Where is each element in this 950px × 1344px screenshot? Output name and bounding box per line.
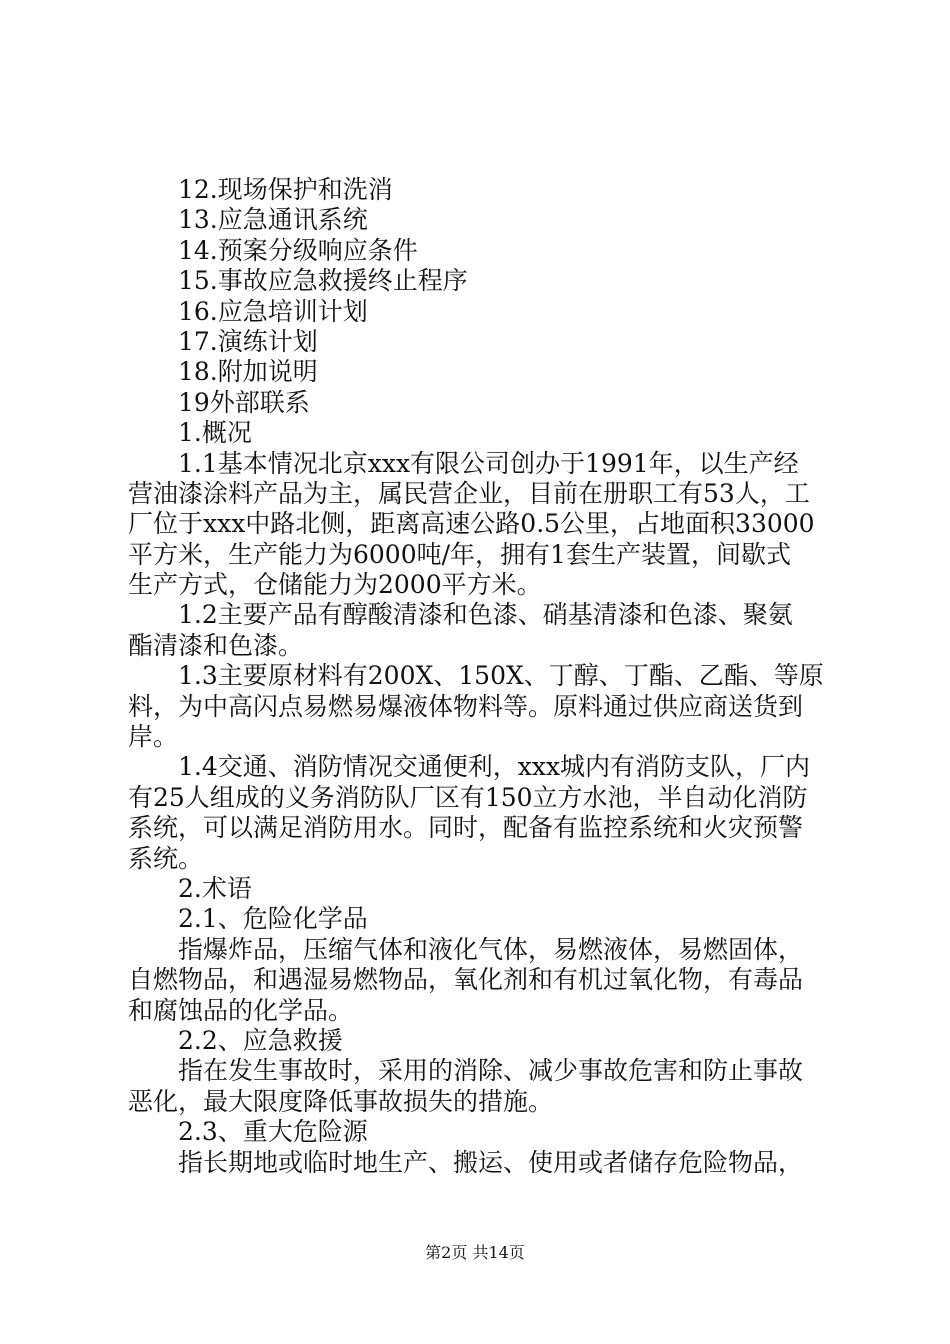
text-line: 自燃物品，和遇湿易燃物品，氧化剂和有机过氧化物，有毒品 <box>128 965 804 995</box>
page-footer: 第2页 共14页 <box>425 1243 525 1262</box>
text-line: 恶化，最大限度降低事故损失的措施。 <box>128 1086 554 1116</box>
document-body <box>128 175 833 1178</box>
text-line: 指长期地或临时地生产、搬运、使用或者储存危险物品， <box>178 1147 804 1177</box>
text-line: 生产方式，仓储能力为2000平方米。 <box>128 570 542 600</box>
text-line: 19外部联系 <box>178 387 310 417</box>
text-line: 岸。 <box>128 722 179 752</box>
text-line: 系统，可以满足消防用水。同时，配备有监控系统和火灾预警 <box>128 813 804 843</box>
text-line: 和腐蚀品的化学品。 <box>128 995 354 1025</box>
text-line: 指在发生事故时，采用的消除、减少事故危害和防止事故 <box>178 1056 804 1086</box>
text-line: 15.事故应急救援终止程序 <box>178 266 468 296</box>
text-line: 1.2主要产品有醇酸清漆和色漆、硝基清漆和色漆、聚氨 <box>178 600 793 630</box>
text-line: 1.3主要原材料有200X、150X、丁醇、丁酯、乙酯、等原 <box>178 661 824 691</box>
text-line: 系统。 <box>128 843 204 873</box>
text-line: 指爆炸品，压缩气体和液化气体，易燃液体，易燃固体， <box>178 934 804 964</box>
text-line: 料，为中高闪点易燃易爆液体物料等。原料通过供应商送货到 <box>128 691 804 721</box>
text-line: 2.3、重大危险源 <box>178 1117 368 1147</box>
text-line: 1.4交通、消防情况交通便利，xxx城内有消防支队，厂内 <box>178 752 811 782</box>
text-line: 17.演练计划 <box>178 326 318 356</box>
text-line: 16.应急培训计划 <box>178 296 368 326</box>
text-line: 2.术语 <box>178 873 252 903</box>
text-line: 营油漆涂料产品为主，属民营企业，目前在册职工有53人，工 <box>128 478 810 508</box>
text-line: 1.1基本情况北京xxx有限公司创办于1991年，以生产经 <box>178 448 799 478</box>
text-line: 厂位于xxx中路北侧，距离高速公路0.5公里，占地面积33000 <box>128 509 815 539</box>
text-line: 平方米，生产能力为6000吨/年，拥有1套生产装置，间歇式 <box>128 539 791 569</box>
text-line: 2.1、危险化学品 <box>178 904 368 934</box>
text-line: 2.2、应急救援 <box>178 1025 343 1055</box>
text-line: 18.附加说明 <box>178 357 318 387</box>
text-line: 1.概况 <box>178 418 252 448</box>
text-line: 酯清漆和色漆。 <box>128 630 304 660</box>
text-line: 12.现场保护和洗消 <box>178 175 393 204</box>
text-line: 有25人组成的义务消防队厂区有150立方水池，半自动化消防 <box>128 782 808 812</box>
text-line: 14.预案分级响应条件 <box>178 235 418 265</box>
text-line: 13.应急通讯系统 <box>178 205 368 235</box>
